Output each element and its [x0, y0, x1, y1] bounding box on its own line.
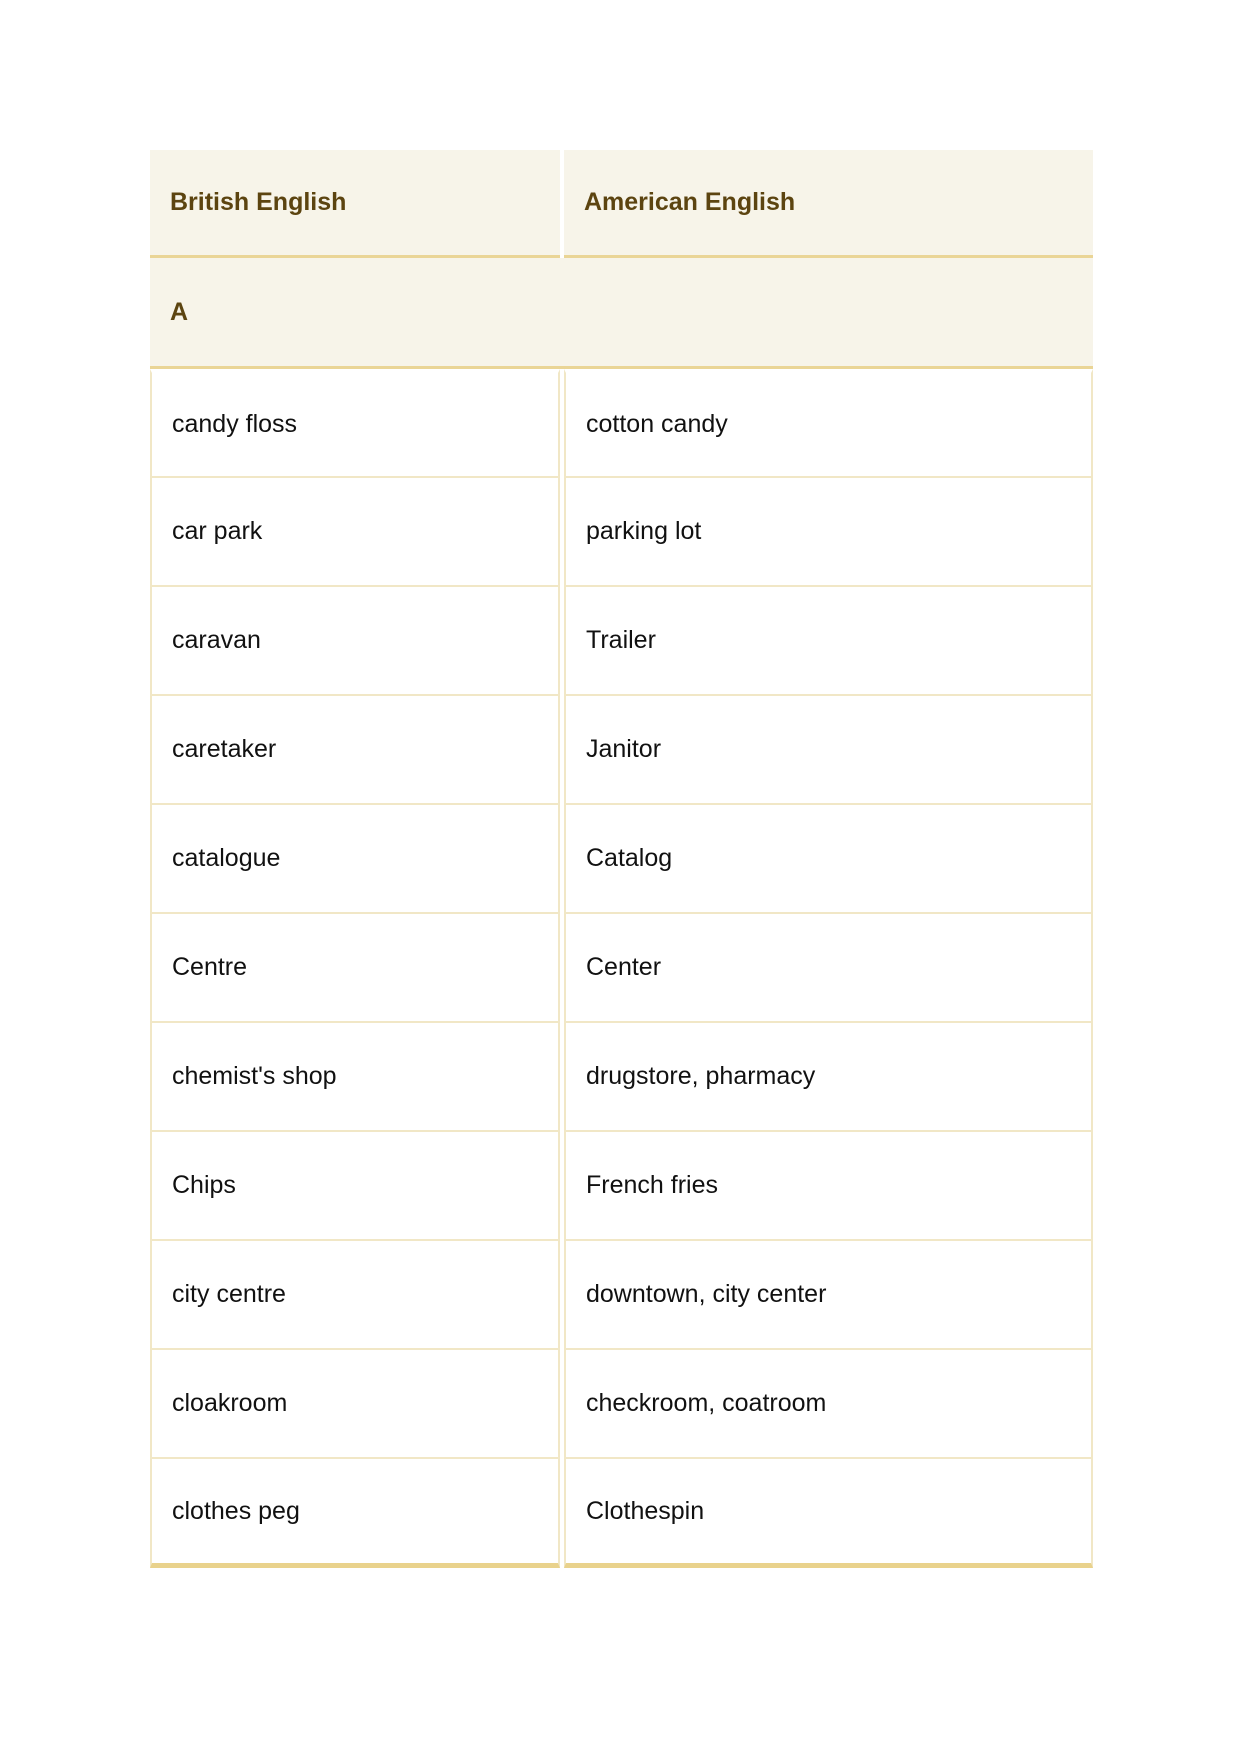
table-row: [150, 1241, 1093, 1350]
american-term: Janitor: [564, 696, 1093, 805]
table-header-row: [150, 150, 1093, 258]
british-term: cloakroom: [150, 1350, 560, 1459]
british-term: clothes peg: [150, 1459, 560, 1568]
american-term: Center: [564, 914, 1093, 1023]
british-term: car park: [150, 478, 560, 587]
table-row: [150, 696, 1093, 805]
american-term: checkroom, coatroom: [564, 1350, 1093, 1459]
section-letter: A: [150, 258, 1093, 369]
table-row: [150, 1023, 1093, 1132]
header-british-english: British English: [150, 150, 560, 258]
table-row: [150, 914, 1093, 1023]
american-term: cotton candy: [564, 369, 1093, 478]
american-term: downtown, city center: [564, 1241, 1093, 1350]
table-row: [150, 805, 1093, 914]
american-term: Clothespin: [564, 1459, 1093, 1568]
table-row: [150, 1132, 1093, 1241]
table-body: [150, 369, 1093, 1568]
table-row: [150, 478, 1093, 587]
section-letter-row: [150, 258, 1093, 369]
british-term: caravan: [150, 587, 560, 696]
british-term: catalogue: [150, 805, 560, 914]
american-term: parking lot: [564, 478, 1093, 587]
british-term: Chips: [150, 1132, 560, 1241]
table-row: [150, 369, 1093, 478]
table-row: [150, 1350, 1093, 1459]
american-term: Catalog: [564, 805, 1093, 914]
american-term: French fries: [564, 1132, 1093, 1241]
american-term: Trailer: [564, 587, 1093, 696]
table-row: [150, 587, 1093, 696]
table-row: [150, 1459, 1093, 1568]
british-term: city centre: [150, 1241, 560, 1350]
british-term: Centre: [150, 914, 560, 1023]
header-american-english: American English: [564, 150, 1093, 258]
document-page: [150, 150, 1097, 1568]
british-term: candy floss: [150, 369, 560, 478]
british-term: chemist's shop: [150, 1023, 560, 1132]
vocabulary-table: [146, 150, 1097, 1568]
american-term: drugstore, pharmacy: [564, 1023, 1093, 1132]
british-term: caretaker: [150, 696, 560, 805]
